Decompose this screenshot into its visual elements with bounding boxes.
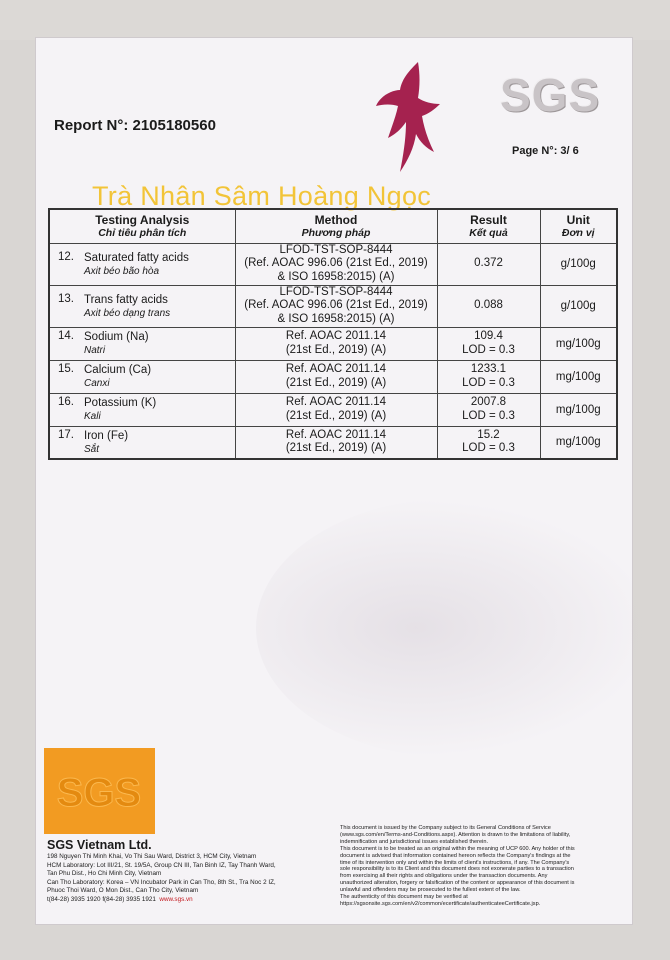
table-row [49,393,617,426]
world-map-watermark [256,498,656,758]
header-result: Result Kết quả [437,209,540,243]
method-cell: Ref. AOAC 2011.14 (21st Ed., 2019) (A) [235,426,437,459]
unit-cell: mg/100g [540,360,617,393]
unit-cell: g/100g [540,243,617,285]
sgs-stamp-logo [44,748,155,834]
table-row [49,426,617,459]
header-method: Method Phương pháp [235,209,437,243]
overlay-watermark-title: Trà Nhân Sâm Hoàng Ngọc [92,181,432,211]
company-address: 198 Nguyen Thi Minh Khai, Vo Thi Sau Ward, District 3, HCM City, Vietnam HCM Laboratory: Lot III/21, St. 19/5A, Group CN III, Tan Binh IZ, Tay Thanh Ward, Tan Phu Dist., Ho Chi Minh City, Vietnam Can Tho Laboratory: Korea – VN Incubator Park in Can Tho, 8th St., Tra Noc 2 IZ, Phuoc Thoi Ward, O Mon Dist., Can Tho City, Vietnam t(84-28) 3935 1920 f(84-28) 3935 1921 www.sgs.vn [47,853,276,903]
stamp-pattern-icon [44,748,155,834]
analysis-cell: 13. Trans fatty acids Axit béo dạng trans [49,285,235,327]
result-cell: 109.4 LOD = 0.3 [437,327,540,360]
analysis-cell: 16. Potassium (K) Kali [49,393,235,426]
results-table [48,208,618,460]
result-cell: 15.2 LOD = 0.3 [437,426,540,459]
result-cell: 2007.8 LOD = 0.3 [437,393,540,426]
legal-disclaimer: This document is issued by the Company subject to its General Conditions of Service (www.sgs.com/en/Terms-and-Conditions.aspx). Attention is drawn to the limitations of liability, indemnification and jurisdictional issues established therein. This document is to be treated as an original within the meaning of UCP 600. Any holder of this document is advised that information contained hereon reflects the Company's findings at the time of its intervention only and within the limits of client's instructions, if any. The Company's sole responsibility is to its Client and this document does not exonerate parties to a transaction from exercising all their rights and obligations under the transaction documents. Any unauthorized alteration, forgery or falsification of the content or appearance of this document is unlawful and offenders may be prosecuted to the fullest extent of the law. The authenticity of this document may be verified at https://sgsonsite.sgs.com/en/v2/common/ecertificate/authenticateeCertificate.jsp. [340,825,575,907]
analysis-cell: 17. Iron (Fe) Sắt [49,426,235,459]
header-unit: Unit Đơn vị [540,209,617,243]
table-row [49,243,617,285]
website-link[interactable]: www.sgs.vn [159,895,193,903]
bird-logo-icon [370,60,446,176]
result-cell: 0.088 [437,285,540,327]
method-cell: LFOD-TST-SOP-8444 (Ref. AOAC 996.06 (21st Ed., 2019) & ISO 16958:2015) (A) [235,243,437,285]
table-row [49,327,617,360]
unit-cell: mg/100g [540,426,617,459]
table-row [49,285,617,327]
method-cell: Ref. AOAC 2011.14 (21st Ed., 2019) (A) [235,360,437,393]
method-cell: Ref. AOAC 2011.14 (21st Ed., 2019) (A) [235,327,437,360]
analysis-cell: 14. Sodium (Na) Natri [49,327,235,360]
unit-cell: mg/100g [540,393,617,426]
table-header-row [49,209,617,243]
result-cell: 1233.1 LOD = 0.3 [437,360,540,393]
result-cell: 0.372 [437,243,540,285]
sgs-logo: SGS [500,69,601,121]
header-testing-analysis: Testing Analysis Chỉ tiêu phân tích [49,209,235,243]
unit-cell: g/100g [540,285,617,327]
analysis-cell: 12. Saturated fatty acids Axit béo bão hòa [49,243,235,285]
company-name: SGS Vietnam Ltd. [47,838,152,852]
page-number: Page N°: 3/ 6 [512,145,579,157]
method-cell: LFOD-TST-SOP-8444 (Ref. AOAC 996.06 (21st Ed., 2019) & ISO 16958:2015) (A) [235,285,437,327]
unit-cell: mg/100g [540,327,617,360]
analysis-cell: 15. Calcium (Ca) Canxi [49,360,235,393]
table-row [49,360,617,393]
svg-text:SGS: SGS [56,771,142,815]
method-cell: Ref. AOAC 2011.14 (21st Ed., 2019) (A) [235,393,437,426]
report-number: Report N°: 2105180560 [54,117,216,134]
page-top-strip [0,0,670,40]
